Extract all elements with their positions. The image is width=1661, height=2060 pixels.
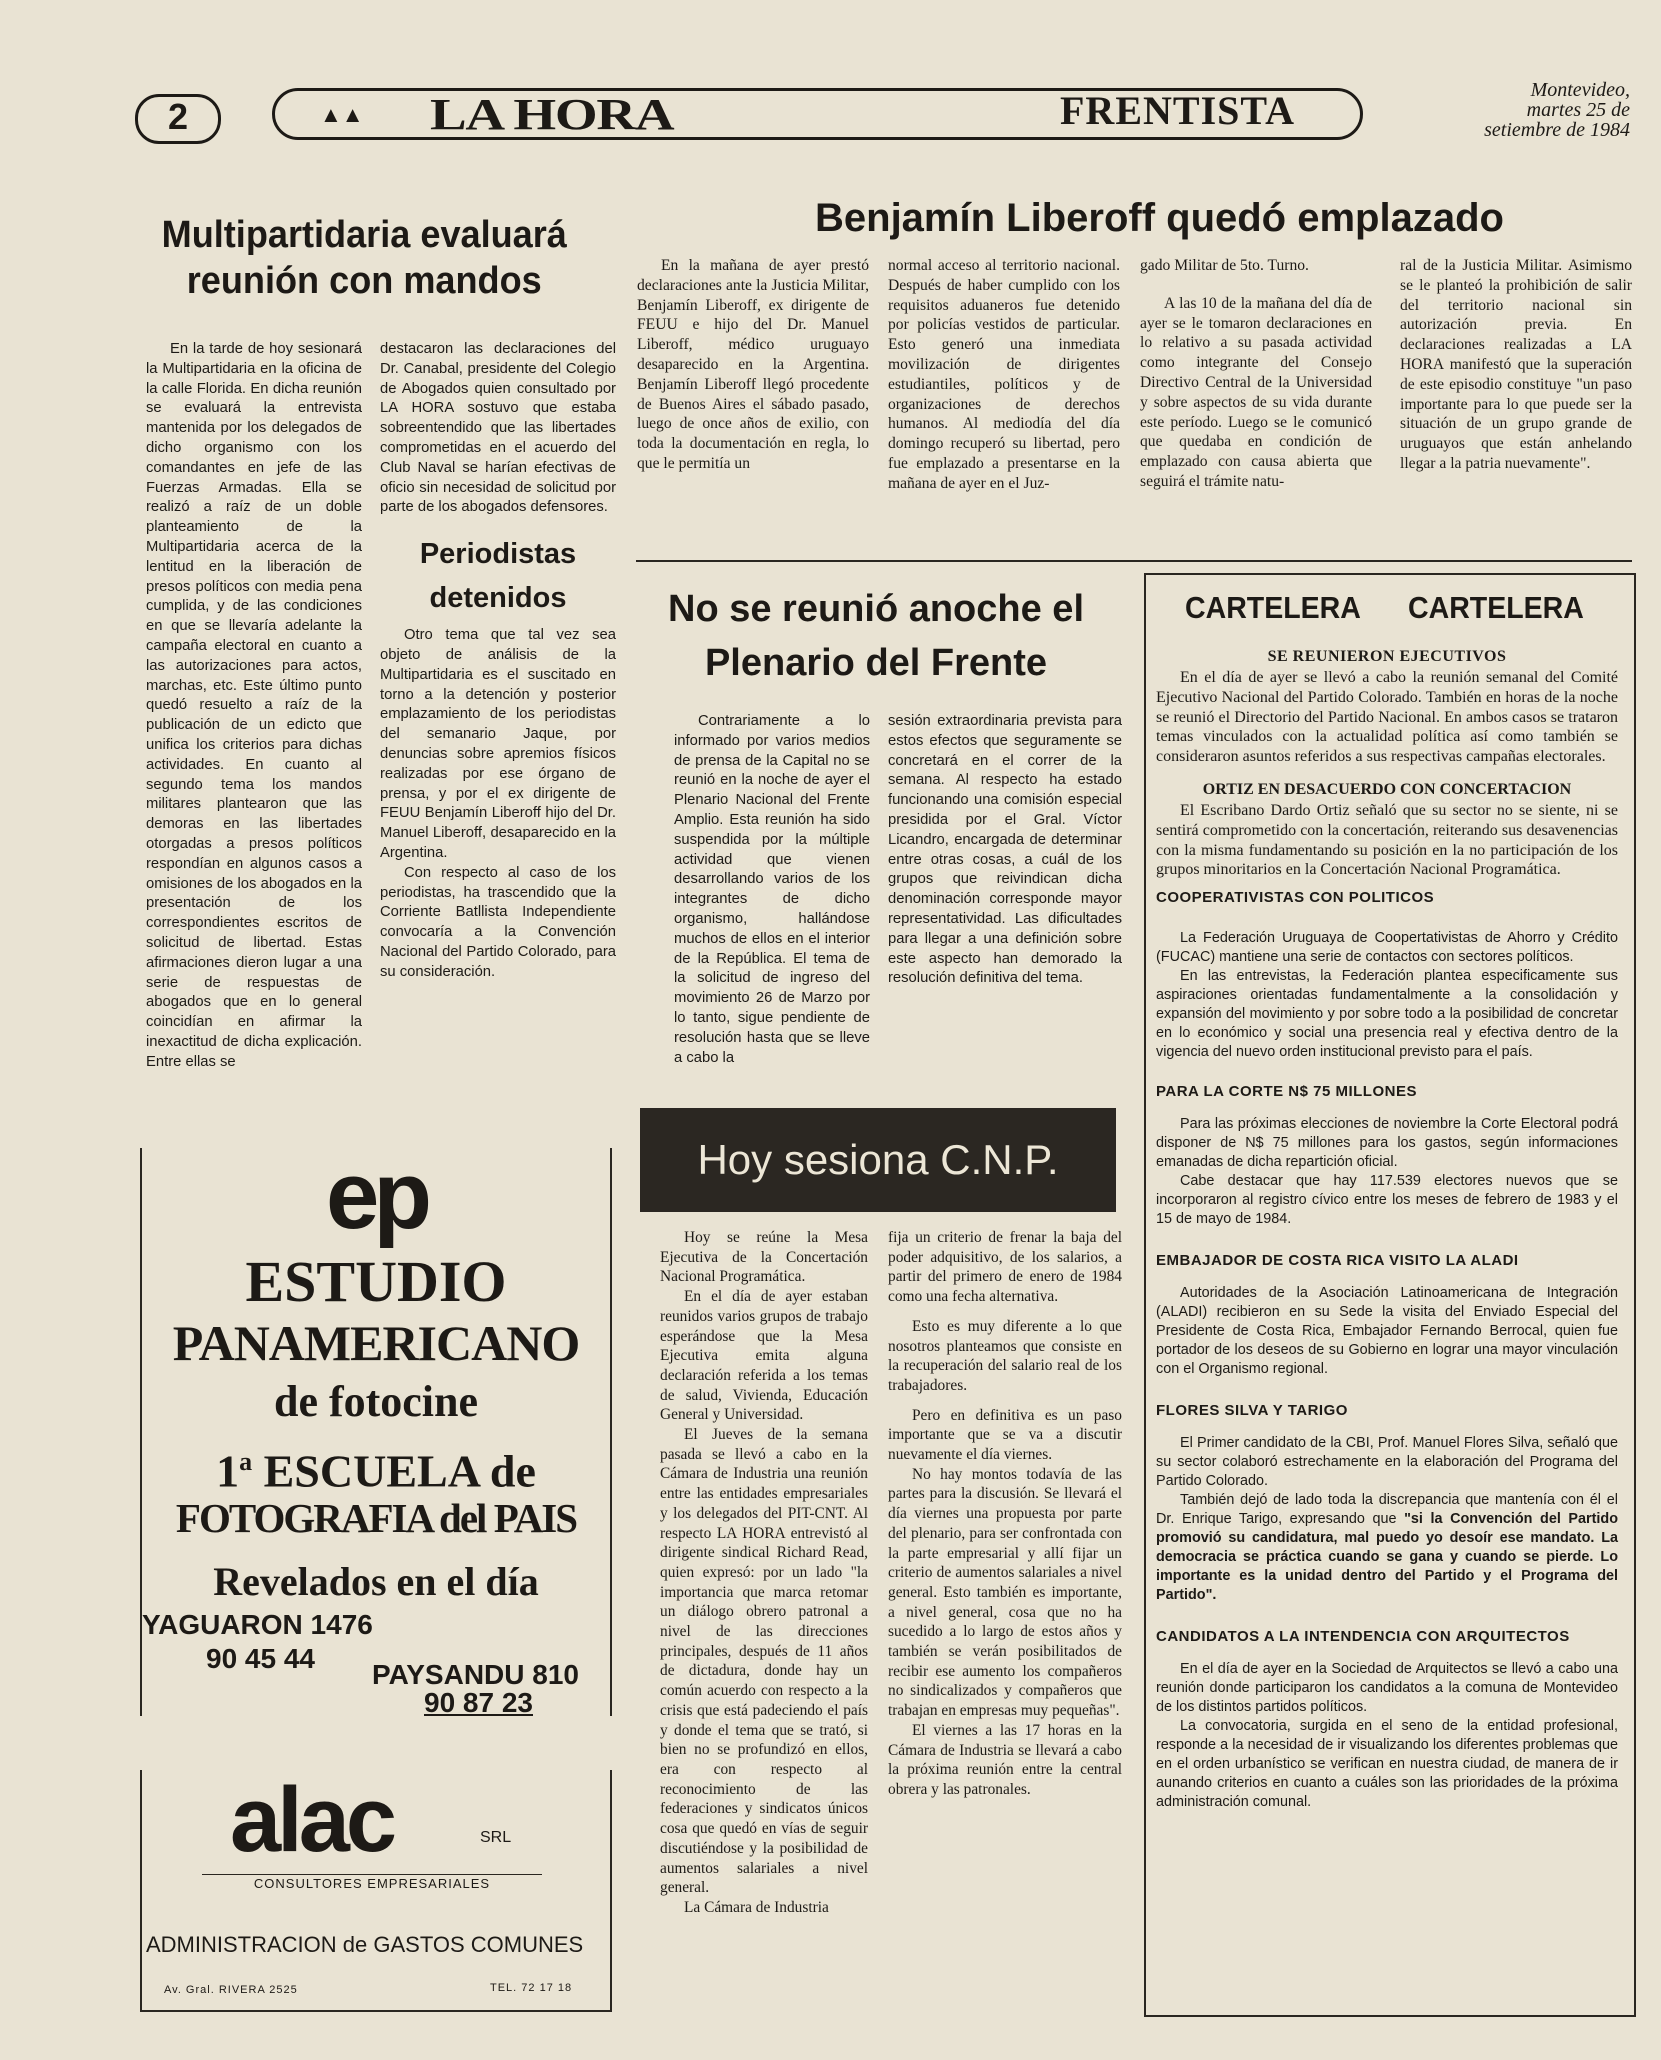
liberoff-col-4: ral de la Justicia Militar. Asimismo se le planteó la prohibición de salir del territorio nacional sin autorización previa. En declaraciones realizadas a LA HORA manifestó que la superación de este episodio constituye "un paso importante para lo que puede ser la situación de un grupo grande de uruguayos que están anhelando llegar a la patria nuevamente". — [1400, 257, 1632, 472]
plenario-col-2: sesión extraordinaria prevista para estos efectos que seguramente se concretará en el correr de la semana. Al respecto ha estado funcionando una comisión especial presidida por el Gral. Víctor Licandro, encargada de determinar entre otras cosas, a cuál de los grupos que reivindican dicha denominación corresponde mayor representatividad. Las dificultades para llegar a una definición sobre este aspecto han demorado la resolución definitiva del tema. — [888, 713, 1122, 987]
masthead-logo: LA HORA — [430, 90, 674, 139]
cartelera-heading: FLORES SILVA Y TARIGO — [1156, 1402, 1348, 1420]
multipartidaria-col-2: destacaron las declaraciones del Dr. Canabal, presidente del Colegio de Abogados quien consultado por LA HORA sostuvo que estaba sobreentendido que las libertades comprometidas en el acuerdo del Club Naval se harían efectivas de oficio sin necesidad de solicitud por parte de los abogados defensores. Periodistas detenidos Otro tema que tal vez sea objeto de análisis de la Multipartidaria es el suscitado en torno a la detención y posterior emplazamiento de los periodistas del semanario Jaque, por denuncias sobre apremios físicos realizadas por ese órgano de prensa, y por el ex dirigente de FEUU Benjamín Liberoff hijo del Dr. Manuel Liberoff, desaparecido en la Argentina. Con respecto al caso de los periodistas, ha trascendido que la Corriente Batllista Independiente convocaría a la Convención Nacional del Partido Colorado, para su consideración. — [380, 341, 616, 980]
alac-phone: TEL. 72 17 18 — [490, 1982, 573, 1994]
issue-date — [1440, 80, 1630, 140]
fotografia-line: FOTOGRAFIA del PAIS — [175, 1495, 577, 1541]
fotocine-line: de fotocine — [273, 1377, 479, 1426]
alac-suffix: SRL — [480, 1829, 512, 1846]
cartelera-title-right: CARTELERA — [1408, 590, 1584, 625]
cartelera-item-arquitectos: CANDIDATOS A LA INTENDENCIA CON ARQUITECTOS En el día de ayer en la Sociedad de Arquitectos se llevó a cabo una reunión donde participaron los candidatos a la comuna de Montevideo de los distintos partidos políticos. La convocatoria, surgida en el seno de la entidad profesional, responde a la necesidad de ir visualizando los diferentes problemas que en el orden urbanístico se verifican en nuestra ciudad, de manera de ir aunando criterios en cuanto a cuáles son las prioridades de la próxima administración comunal. — [1156, 1628, 1618, 1811]
cnp-headline-box: Hoy sesiona C.N.P. — [640, 1108, 1116, 1212]
ad-alac — [140, 1770, 612, 2012]
page-number: 2 — [167, 96, 189, 137]
escuela-line: 1$^a$ ESCUELA de — [216, 1445, 536, 1497]
plenario-headline: No se reunió anoche el Plenario del Frente — [668, 588, 1084, 684]
cartelera-title-left: CARTELERA — [1185, 590, 1361, 625]
liberoff-headline: Benjamín Liberoff quedó emplazado — [815, 196, 1504, 240]
alac-tagline: CONSULTORES EMPRESARIALES — [202, 1874, 542, 1893]
cartelera-heading: EMBAJADOR DE COSTA RICA VISITO LA ALADI — [1156, 1252, 1519, 1270]
cnp-col-2: fija un criterio de frenar la baja del poder adquisitivo, de los salarios, a partir del primero de enero de 1984 como una fecha alternativa. Esto es muy diferente a lo que nosotros planteamos que consiste en la recuperación del salario real de los trabajadores. Pero en definitiva es un paso importante que se va a discutir nuevamente el día viernes. No hay montos todavía de las partes para la discusión. Se llevará el día viernes una propuesta por parte del plenario, para ser confrontada con la parte empresarial y allí fijar un criterio de aumentos salariales a nivel general. Esto también es importante, a nivel general, cosa que no ha sucedido a lo largo de estos años y también se verán posibilitados de recibir ese aumento los compañeros no sindicalizados y compañeros que trabajan en empresas muy pequeñas". El viernes a las 17 horas en la Cámara de Industria se llevará a cabo la próxima reunión entre la central obrera y las patronales. — [888, 1229, 1122, 1798]
address-paysandu: PAYSANDU 810 — [372, 1659, 579, 1690]
cnp-col-1: Hoy se reúne la Mesa Ejecutiva de la Concertación Nacional Programática. En el día de ayer estaban reunidos varios grupos de trabajo esperándose que la Mesa Ejecutiva emita alguna declaración referida a los temas de salud, Vivienda, Educación General y Universidad. El Jueves de la semana pasada se llevó a cabo en la Cámara de Industria una reunión entre las entidades empresariales y los delegados del PIT-CNT. Al respecto LA HORA entrevistó al dirigente sindical Richard Read, quien expresó: por un lado "la importancia que marca retomar un diálogo obrero patronal a nivel de las direcciones principales, después de 11 años de dictadura, donde hay un común acuerdo con respecto a la crisis que está padeciendo el país y donde el tema que se trató, si bien no se profundizó en ellos, era con respecto al reconocimiento de las federaciones y sindicatos únicos cosa que quedó en vías de seguir discutiéndose y la posibilidad de aumentos salariales a nivel general. La Cámara de Industria — [660, 1229, 868, 1916]
cartelera-item-cooperativistas: COOPERATIVISTAS CON POLITICOS La Federación Uruguaya de Coopertativistas de Ahorro y Crédito (FUCAC) mantiene una serie de contactos con sectores políticos. En las entrevistas, la Federación plantea especificamente sus aspiraciones orientadas fundamentalmente a la consolidación y expansión del movimiento y por sobre todo a la posibilidad de concretar en lo económico y social una presencia real y efectiva dentro de la vigencia del nuevo orden institucional previsto para el país. — [1156, 889, 1618, 1061]
phone-yaguaron: 90 45 44 — [206, 1643, 315, 1674]
date-line-1: Montevideo, — [1530, 79, 1630, 101]
address-yaguaron: YAGUARON 1476 — [142, 1609, 373, 1640]
ad-estudio-panamericano — [140, 1142, 612, 1718]
plenario-col-1: Contrariamente a lo informado por varios medios de prensa de la Capital no se reunió en la noche de ayer el Plenario Nacional del Frente Amplio. Esta reunión ha sido suspendida por la múltiple actividad que vienen desarrollando varios de los integrantes de dicho organismo, hallándose muchos de ellos en el interior de la República. El tema de la solicitud de ingreso del movimiento 26 de Marzo por lo tanto, sigue pendiente de resolución hasta que se lleve a cabo la — [674, 713, 870, 1066]
cartelera-heading: ORTIZ EN DESACUERDO CON CONCERTACION — [1202, 780, 1572, 798]
section-title: FRENTISTA — [1060, 88, 1295, 133]
cartelera-item-aladi: EMBAJADOR DE COSTA RICA VISITO LA ALADI Autoridades de la Asociación Latinoamericana de Integración (ALADI) recibieron en su Sede la visita del Enviado Especial del Presidente de Costa Rica, Embajador Fernando Berrocal, quien fue portador de los deseos de su Gobierno en lograr una mayor vinculación con el Organismo regional. — [1156, 1252, 1618, 1378]
cartelera-item-corte: PARA LA CORTE N$ 75 MILLONES Para las próximas elecciones de noviembre la Corte Electoral podrá disponer de N$ 75 millones para los gastos, según informaciones emanadas de dicha repartición oficial. Cabe destacar que hay 117.539 electores nuevos que se incorporaron al registro cívico entre los meses de febrero de 1983 y el 15 de mayo de 1984. — [1156, 1083, 1618, 1228]
cartelera-item-ortiz: ORTIZ EN DESACUERDO CON CONCERTACION El Escribano Dardo Ortiz señaló que su sector no se siente, ni se sentirá comprometido con la concertación, reiterando sus desavenencias con la misma fundamentando su posición en la no participación de los grupos minoritarios en la Concertación Nacional Programática. — [1156, 780, 1618, 879]
liberoff-col-3: gado Militar de 5to. Turno. A las 10 de la mañana del día de ayer se le tomaron declaraciones en lo relativo a su pasada actividad como integrante del Consejo Directivo Central de la Universidad y sobre aspectos de su vida durante este período. Luego se le comunicó que quedaba en condición de emplazado con causa abierta que seguirá el trámite natu- — [1140, 257, 1372, 490]
liberoff-col-1: En la mañana de ayer prestó declaraciones ante la Justicia Militar, Benjamín Liberoff, ex dirigente de FEUU e hijo del Dr. Manuel Liberoff, médico uruguayo desaparecido en la Argentina. Benjamín Liberoff llegó procedente de Buenos Aires el sábado pasado, luego de once años de exilio, con toda la documentación en regla, lo que le permitía un — [637, 257, 869, 472]
multipartidaria-col-1: En la tarde de hoy sesionará la Multipartidaria en la oficina de la calle Florida. En dicha reunión se evaluará la entrevista mantenida por los delegados de dicho organismo con los comandantes en jefe de las Fuerzas Armadas. Ella se realizó a raíz de un doble planteamiento de la Multipartidaria acerca de la lentitud en la liberación de presos políticos con media pena cumplida, y de las condiciones en que se llevaría adelante la campaña electoral en cuanto a las autorizaciones para actos, marchas, etc. Este último punto quedó resuelto a raíz de la publicación de un edicto que unifica los criterios para dichas actividades. En cuanto al segundo tema los mandos militares plantearon que las demoras en las libertades otorgadas a presos políticos respondían en algunos casos a omisiones de los abogados en la presentación de los correspondientes escritos de solicitud de libertad. Estas afirmaciones dieron lugar a una serie de respuestas de abogados que en lo general coincidían en afirmar la inexactitud de dicha explicación. Entre ellas se — [146, 341, 362, 1070]
alac-logo: alac — [230, 1769, 394, 1871]
multipartidaria-headline: Multipartidaria evaluará reunión con mandos — [161, 214, 567, 302]
cartelera-item-ejecutivos: SE REUNIERON EJECUTIVOS En el día de ayer se llevó a cabo la reunión semanal del Comité Ejecutivo Nacional del Partido Colorado. También en horas de la noche se reunió el Directorio del Partido Nacional. En ambos casos se trataron temas vinculados con la actualidad política así como también se consideraron asuntos referidos a sus respectivas campañas electorales. — [1156, 648, 1618, 766]
periodistas-subhead: Periodistas detenidos — [419, 538, 577, 615]
cartelera-content — [1156, 646, 1618, 1812]
divider-liberoff — [636, 560, 1632, 562]
date-line-2: martes 25 de — [1526, 99, 1630, 121]
panamericano-line: PANAMERICANO — [172, 1315, 580, 1371]
cartelera-heading: CANDIDATOS A LA INTENDENCIA CON ARQUITECTOS — [1156, 1628, 1570, 1646]
arrow-icon: ▲▲ — [320, 102, 364, 127]
tarigo-paragraph: También dejó de lado toda la discrepancia que mantenía con él el Dr. Enrique Tarigo, expresando que "si la Convención del Partido promovió su candidatura, mal puedo yo desoír ese mandato. La democracia se práctica cuando se gana y cuando se pierde. Lo importante es la unidad dentro del Partido y el Programa del Partido". — [1156, 1492, 1618, 1604]
date-line-3: setiembre de 1984 — [1484, 119, 1630, 141]
cartelera-heading: COOPERATIVISTAS CON POLITICOS — [1156, 889, 1435, 907]
estudio-line: ESTUDIO — [245, 1249, 507, 1314]
alac-address: Av. Gral. RIVERA 2525 — [164, 1984, 298, 1996]
phone-paysandu: 90 87 23 — [424, 1687, 533, 1718]
revelados-line: Revelados en el día — [213, 1559, 539, 1604]
ep-logo: ep — [325, 1142, 427, 1249]
cartelera-item-flores-silva: FLORES SILVA Y TARIGO El Primer candidato de la CBI, Prof. Manuel Flores Silva, señaló que su sector colaboró estrechamente en la elaboración del Programa del Partido Colorado. También dejó de lado toda la discrepancia que mantenía con él el Dr. Enrique Tarigo, expresando que "si la Convención del Partido promovió su candidatura, mal puedo yo desoír ese mandato. La democracia se práctica cuando se gana y cuando se pierde. Lo importante es la unidad dentro del Partido y el Programa del Partido". — [1156, 1402, 1618, 1604]
cartelera-heading: PARA LA CORTE N$ 75 MILLONES — [1156, 1083, 1417, 1101]
liberoff-col-2: normal acceso al territorio nacional. Después de haber cumplido con los requisitos aduaneros fue detenido por policías vestidos de particular. Esto generó una inmediata movilización de dirigentes estudiantiles, políticos y de organizaciones de derechos humanos. Al mediodía del día domingo recuperó su libertad, pero fue emplazado a presentarse en la mañana de ayer en el Juz- — [888, 257, 1120, 492]
alac-service: ADMINISTRACION de GASTOS COMUNES — [146, 1932, 584, 1957]
cartelera-heading: SE REUNIERON EJECUTIVOS — [1267, 648, 1507, 665]
